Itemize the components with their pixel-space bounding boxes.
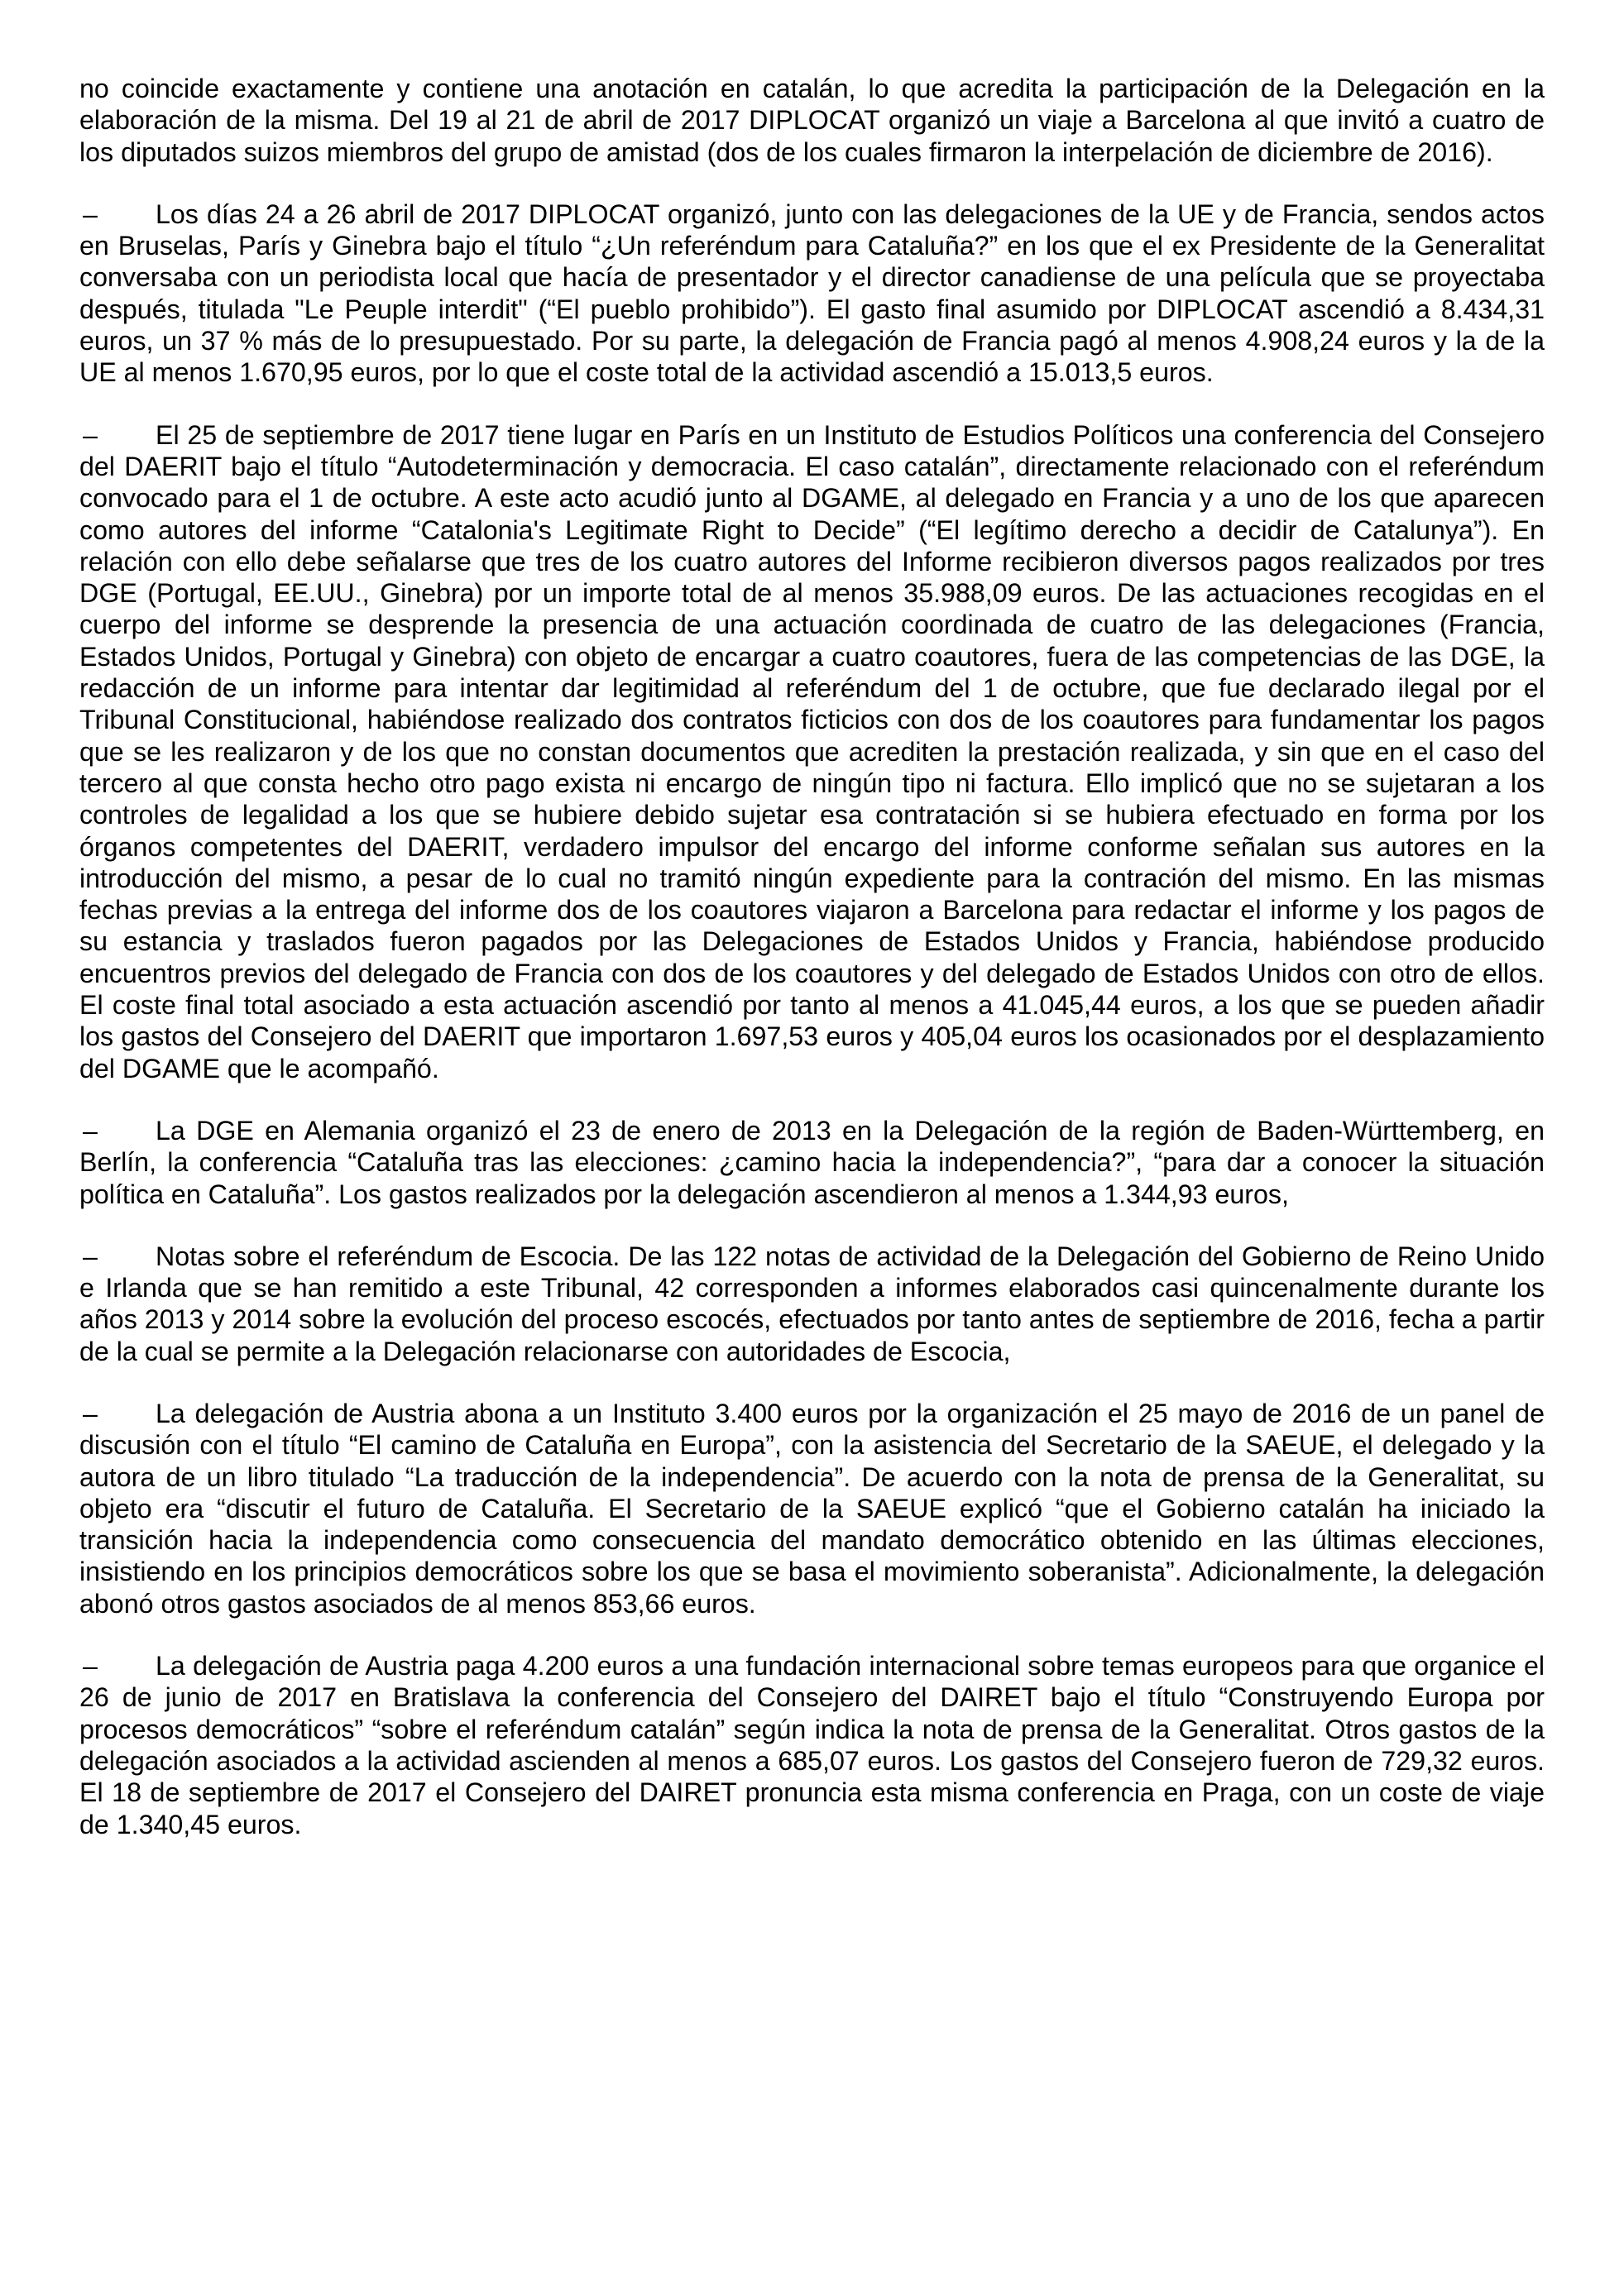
paragraph-text: La delegación de Austria paga 4.200 euros a una fundación internacional sobre temas europeos para que organice el 26 de junio de 2017 en Bratislava la conferencia del Consejero del DAIRET bajo el título “Construyendo Europa por procesos democráticos” “sobre el referéndum catalán” según indica la nota de prensa de la Generalitat. Otros gastos de la delegación asociados a la actividad ascienden al menos a 685,07 euros. Los gastos del Consejero fueron de 729,32 euros. El 18 de septiembre de 2017 el Consejero del DAIRET pronuncia esta misma conferencia en Praga, con un coste de viaje de 1.340,45 euros. xyxy=(79,1651,1545,1839)
paragraph-continuation xyxy=(79,73,1545,168)
bullet-paragraph-germany-conference xyxy=(79,1115,1545,1210)
bullet-paragraph-scotland-notes xyxy=(79,1241,1545,1367)
paragraph-text: La DGE en Alemania organizó el 23 de enero de 2013 en la Delegación de la región de Baden-Württemberg, en Berlín, la conferencia “Cataluña tras las elecciones: ¿camino hacia la independencia?”, “para dar a conocer la situación política en Cataluña”. Los gastos realizados por la delegación ascendieron al menos a 1.344,93 euros, xyxy=(79,1115,1545,1209)
dash-bullet: – xyxy=(83,1241,98,1271)
bullet-paragraph-diplocat-events xyxy=(79,199,1545,389)
dash-bullet: – xyxy=(83,199,98,229)
dash-bullet: – xyxy=(83,1115,98,1146)
paragraph-text: Los días 24 a 26 abril de 2017 DIPLOCAT organizó, junto con las delegaciones de la UE y de Francia, sendos actos en Bruselas, París y Ginebra bajo el título “¿Un referéndum para Cataluña?” en los que el ex Presidente de la Generalitat conversaba con un periodista local que hacía de presentador y el director canadiense de una película que se proyectaba después, titulada "Le Peuple interdit" (“El pueblo prohibido”). El gasto final asumido por DIPLOCAT ascendió a 8.434,31 euros, un 37 % más de lo presupuestado. Por su parte, la delegación de Francia pagó al menos 4.908,24 euros y la de la UE al menos 1.670,95 euros, por lo que el coste total de la actividad ascendió a 15.013,5 euros. xyxy=(79,199,1545,388)
document-page xyxy=(79,73,1545,1871)
paragraph-text: El 25 de septiembre de 2017 tiene lugar en París en un Instituto de Estudios Políticos una conferencia del Consejero del DAERIT bajo el título “Autodeterminación y democracia. El caso catalán”, directamente relacionado con el referéndum convocado para el 1 de octubre. A este acto acudió junto al DGAME, al delegado en Francia y a uno de los que aparecen como autores del informe “Catalonia's Legitimate Right to Decide” (“El legítimo derecho a decidir de Catalunya”). En relación con ello debe señalarse que tres de los cuatro autores del Informe recibieron diversos pagos realizados por tres DGE (Portugal, EE.UU., Ginebra) por un importe total de al menos 35.988,09 euros. De las actuaciones recogidas en el cuerpo del informe se desprende la presencia de una actuación coordinada de cuatro de las delegaciones (Francia, Estados Unidos, Portugal y Ginebra) con objeto de encargar a cuatro coautores, fuera de las competencias de las DGE, la redacción de un informe para intentar dar legitimidad al referéndum del 1 de octubre, que fue declarado ilegal por el Tribunal Constitucional, habiéndose realizado dos contratos ficticios con dos de los coautores para fundamentar los pagos que se les realizaron y de los que no constan documentos que acrediten la prestación realizada, y sin que en el caso del tercero al que consta hecho otro pago exista ni encargo de ningún tipo ni factura. Ello implicó que no se sujetaran a los controles de legalidad a los que se hubiere debido sujetar esa contratación si se hubiera efectuado en forma por los órganos competentes del DAERIT, verdadero impulsor del encargo del informe conforme señalan sus autores en la introducción del mismo, a pesar de lo cual no tramitó ningún expediente para la contración del mismo. En las mismas fechas previas a la entrega del informe dos de los coautores viajaron a Barcelona para redactar el informe y los pagos de su estancia y traslados fueron pagados por las Delegaciones de Estados Unidos y Francia, habiéndose producido encuentros previos del delegado de Francia con dos de los coautores y del delegado de Estados Unidos con otro de ellos. El coste final total asociado a esta actuación ascendió por tanto al menos a 41.045,44 euros, a los que se pueden añadir los gastos del Consejero del DAERIT que importaron 1.697,53 euros y 405,04 euros los ocasionados por el desplazamiento del DGAME que le acompañó. xyxy=(79,419,1545,1083)
paragraph-text: Notas sobre el referéndum de Escocia. De las 122 notas de actividad de la Delegación del Gobierno de Reino Unido e Irlanda que se han remitido a este Tribunal, 42 corresponden a informes elaborados casi quincenalmente durante los años 2013 y 2014 sobre la evolución del proceso escocés, efectuados por tanto antes de septiembre de 2016, fecha a partir de la cual se permite a la Delegación relacionarse con autoridades de Escocia, xyxy=(79,1241,1545,1366)
dash-bullet: – xyxy=(83,1398,98,1428)
dash-bullet: – xyxy=(83,1651,98,1681)
paragraph-text: La delegación de Austria abona a un Instituto 3.400 euros por la organización el 25 mayo de 2016 de un panel de discusión con el título “El camino de Cataluña en Europa”, con la asistencia del Secretario de la SAEUE, el delegado y la autora de un libro titulado “La traducción de la independencia”. De acuerdo con la nota de prensa de la Generalitat, su objeto era “discutir el futuro de Cataluña. El Secretario de la SAEUE explicó “que el Gobierno catalán ha iniciado la transición hacia la independencia como consecuencia del mandato democrático obtenido en las últimas elecciones, insistiendo en los principios democráticos sobre los que se basa el movimiento soberanista”. Adicionalmente, la delegación abonó otros gastos asociados de al menos 853,66 euros. xyxy=(79,1398,1545,1619)
bullet-paragraph-austria-foundation xyxy=(79,1650,1545,1840)
paragraph-text: no coincide exactamente y contiene una anotación en catalán, lo que acredita la participación de la Delegación en la elaboración de la misma. Del 19 al 21 de abril de 2017 DIPLOCAT organizó un viaje a Barcelona al que invitó a cuatro de los diputados suizos miembros del grupo de amistad (dos de los cuales firmaron la interpelación de diciembre de 2016). xyxy=(79,74,1545,167)
bullet-paragraph-austria-panel xyxy=(79,1398,1545,1619)
dash-bullet: – xyxy=(83,419,98,450)
bullet-paragraph-paris-conference xyxy=(79,419,1545,1084)
